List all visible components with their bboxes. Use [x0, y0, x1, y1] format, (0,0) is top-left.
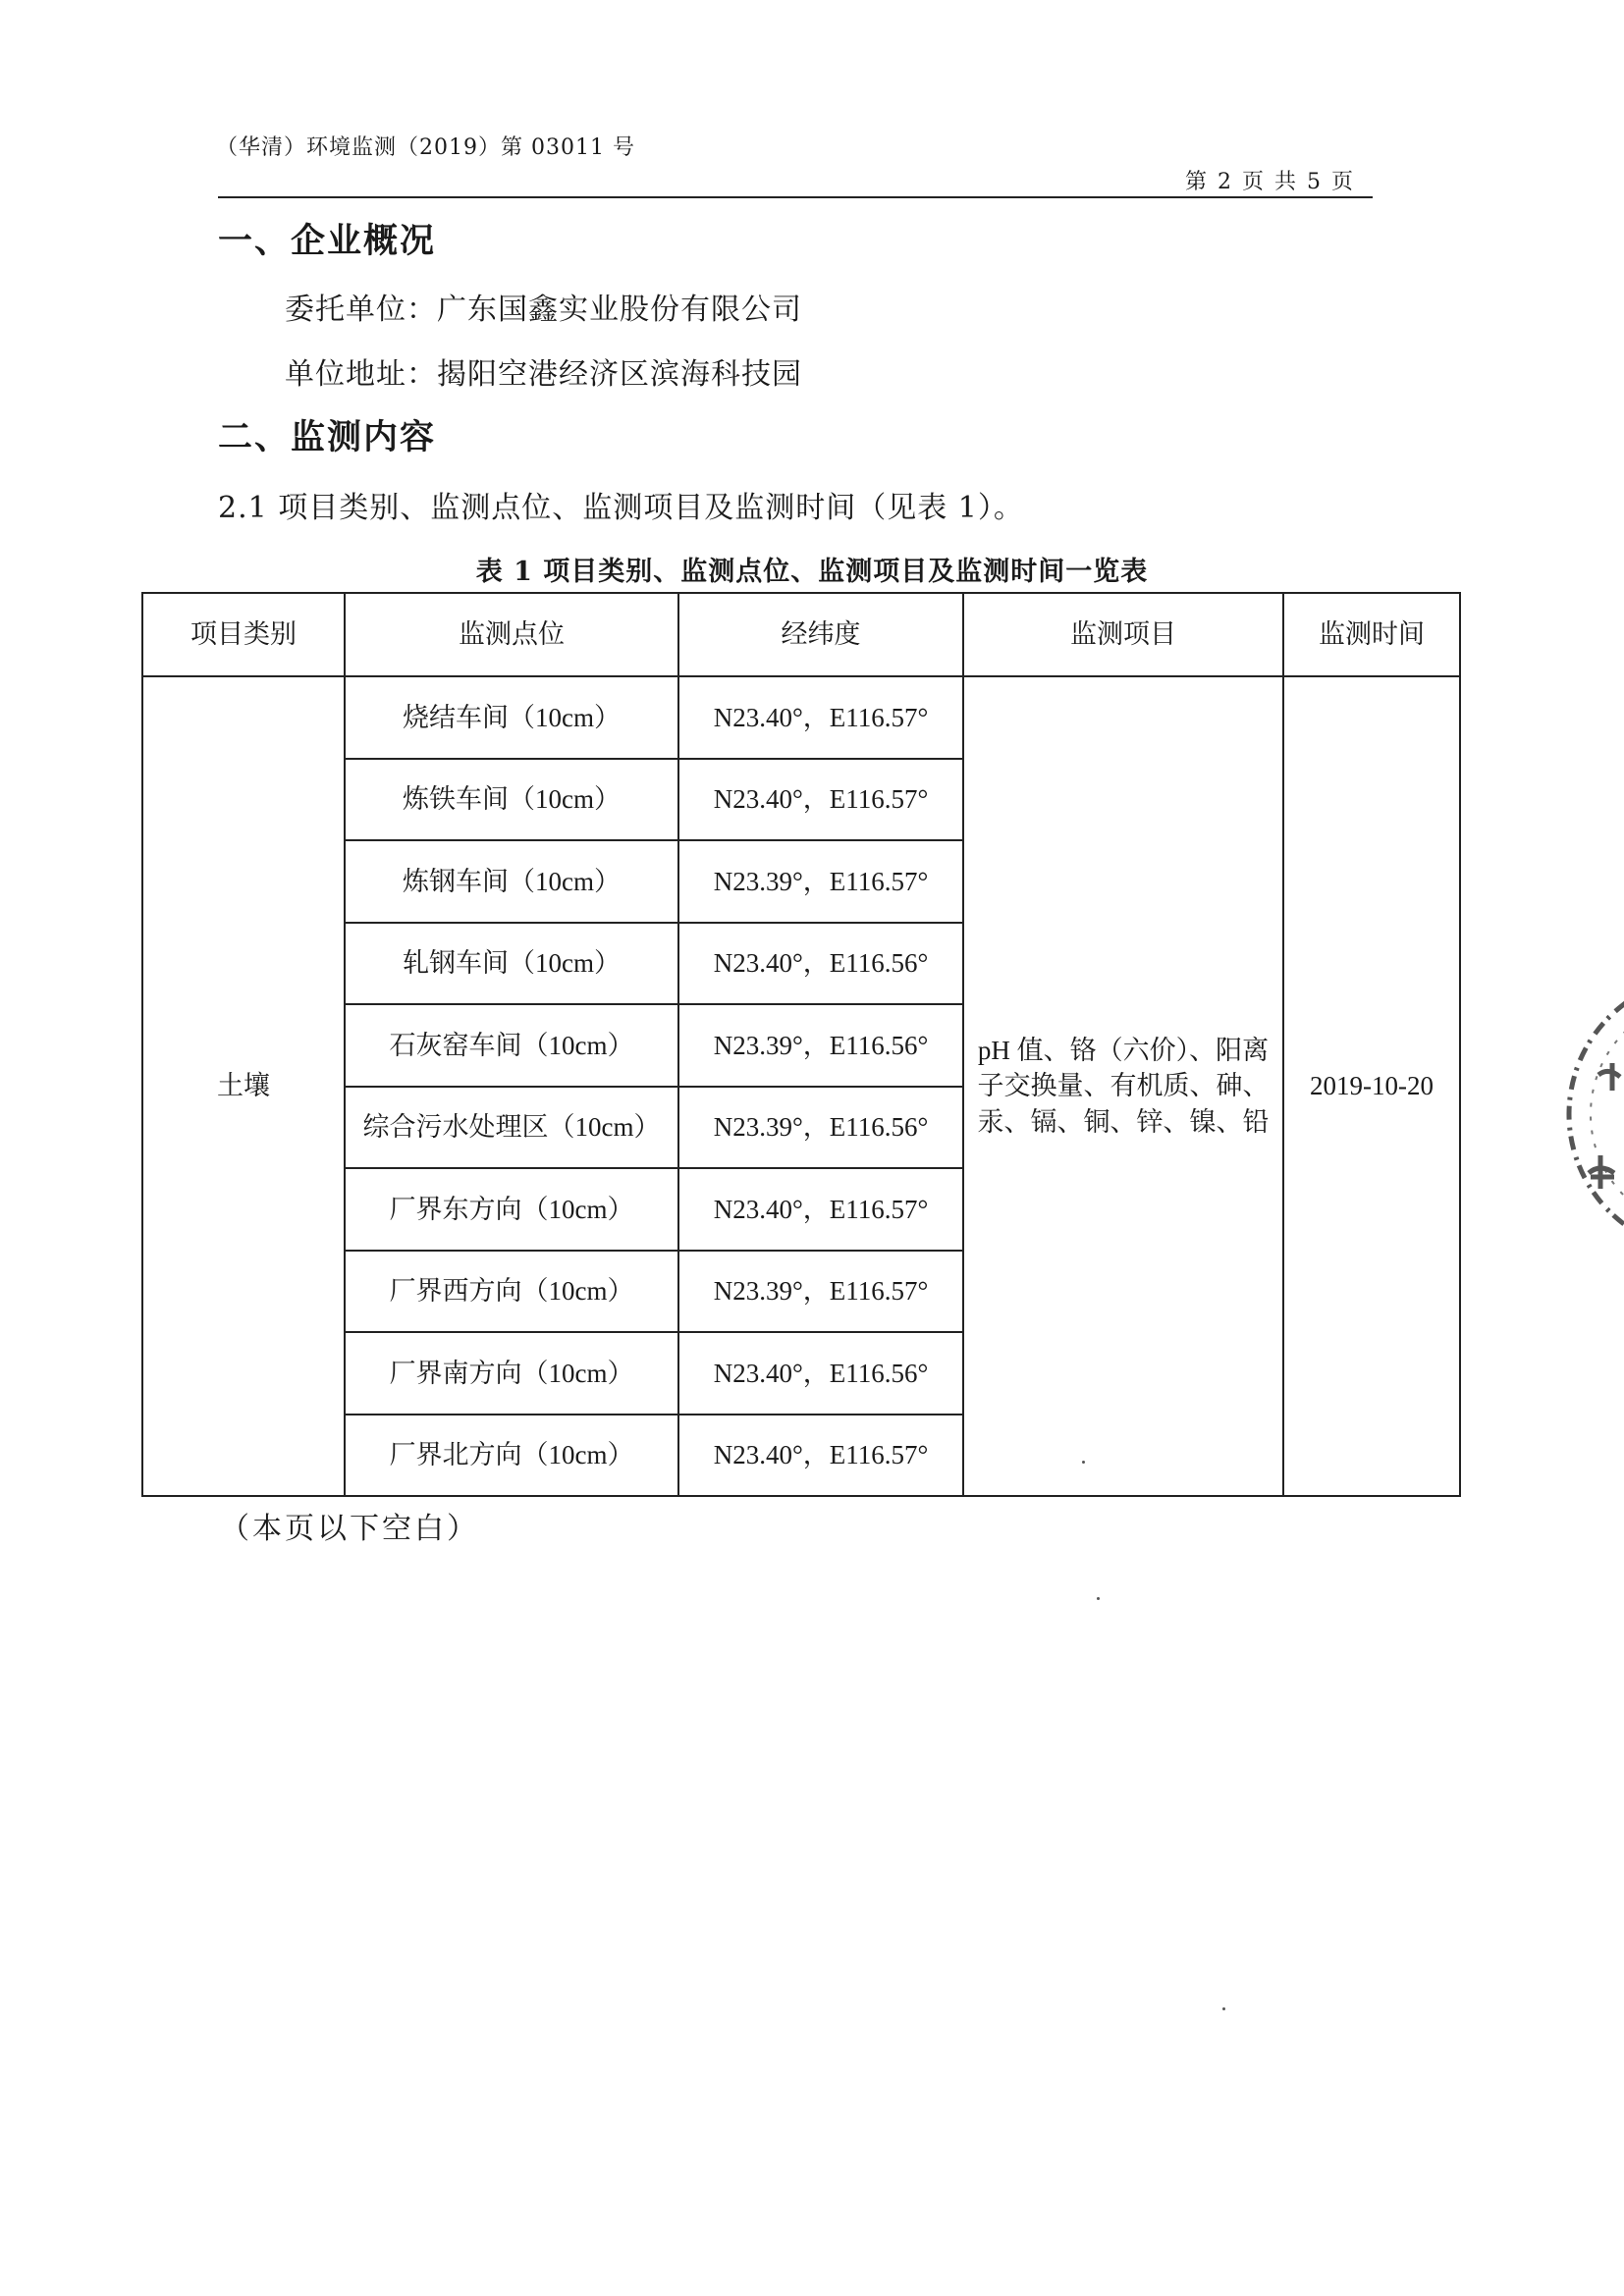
site-cell: 厂界西方向（10cm）: [345, 1251, 678, 1333]
coord-cell: N23.40°，E116.57°: [678, 759, 963, 841]
coord-cell: N23.40°，E116.56°: [678, 1332, 963, 1415]
header-site: 监测点位: [345, 593, 678, 676]
monitoring-table: [141, 592, 1461, 1497]
section-2-intro: 2.1 项目类别、监测点位、监测项目及监测时间（见表 1）。: [218, 491, 1024, 525]
coord-cell: N23.40°，E116.57°: [678, 676, 963, 759]
category-cell: 土壤: [142, 676, 345, 1496]
coord-cell: N23.39°，E116.57°: [678, 1251, 963, 1333]
coord-cell: N23.39°，E116.57°: [678, 840, 963, 923]
coord-cell: N23.40°，E116.57°: [678, 1415, 963, 1497]
section-2-title: 二、监测内容: [218, 417, 437, 457]
site-cell: 烧结车间（10cm）: [345, 676, 678, 759]
coord-cell: N23.40°，E116.57°: [678, 1168, 963, 1251]
scan-speck: [1222, 2007, 1225, 2010]
address-label: 单位地址：: [285, 357, 437, 392]
coord-cell: N23.39°，E116.56°: [678, 1004, 963, 1087]
page-number: 第 2 页 共 5 页: [1185, 170, 1355, 194]
header-rule: [218, 196, 1373, 198]
date-cell: 2019-10-20: [1283, 676, 1460, 1496]
seal-stamp-icon: [1559, 967, 1624, 1261]
table-row: [142, 676, 1460, 759]
client-label: 委托单位：: [285, 293, 437, 327]
site-cell: 轧钢车间（10cm）: [345, 923, 678, 1005]
header-coord: 经纬度: [678, 593, 963, 676]
items-cell: pH 值、铬（六价）、阳离子交换量、有机质、砷、汞、镉、铜、锌、镍、铅: [963, 676, 1283, 1496]
site-cell: 厂界北方向（10cm）: [345, 1415, 678, 1497]
scan-speck: [1082, 1461, 1085, 1464]
scan-speck: [1097, 1597, 1100, 1600]
table-caption: 表 1 项目类别、监测点位、监测项目及监测时间一览表: [475, 557, 1149, 587]
coord-cell: N23.39°，E116.56°: [678, 1087, 963, 1169]
header-category: 项目类别: [142, 593, 345, 676]
table-header-row: [142, 593, 1460, 676]
header-items: 监测项目: [963, 593, 1283, 676]
header-date: 监测时间: [1283, 593, 1460, 676]
blank-page-note: （本页以下空白）: [220, 1512, 479, 1546]
site-cell: 厂界东方向（10cm）: [345, 1168, 678, 1251]
section-1-title: 一、企业概况: [218, 221, 437, 261]
site-cell: 厂界南方向（10cm）: [345, 1332, 678, 1415]
site-cell: 炼钢车间（10cm）: [345, 840, 678, 923]
address-line: [285, 349, 802, 393]
client-line: [285, 285, 802, 328]
site-cell: 炼铁车间（10cm）: [345, 759, 678, 841]
coord-cell: N23.40°，E116.56°: [678, 923, 963, 1005]
site-cell: 综合污水处理区（10cm）: [345, 1087, 678, 1169]
site-cell: 石灰窑车间（10cm）: [345, 1004, 678, 1087]
address-value: 揭阳空港经济区滨海科技园: [437, 357, 802, 392]
report-number: （华清）环境监测（2019）第 03011 号: [216, 135, 635, 160]
client-value: 广东国鑫实业股份有限公司: [437, 293, 802, 327]
